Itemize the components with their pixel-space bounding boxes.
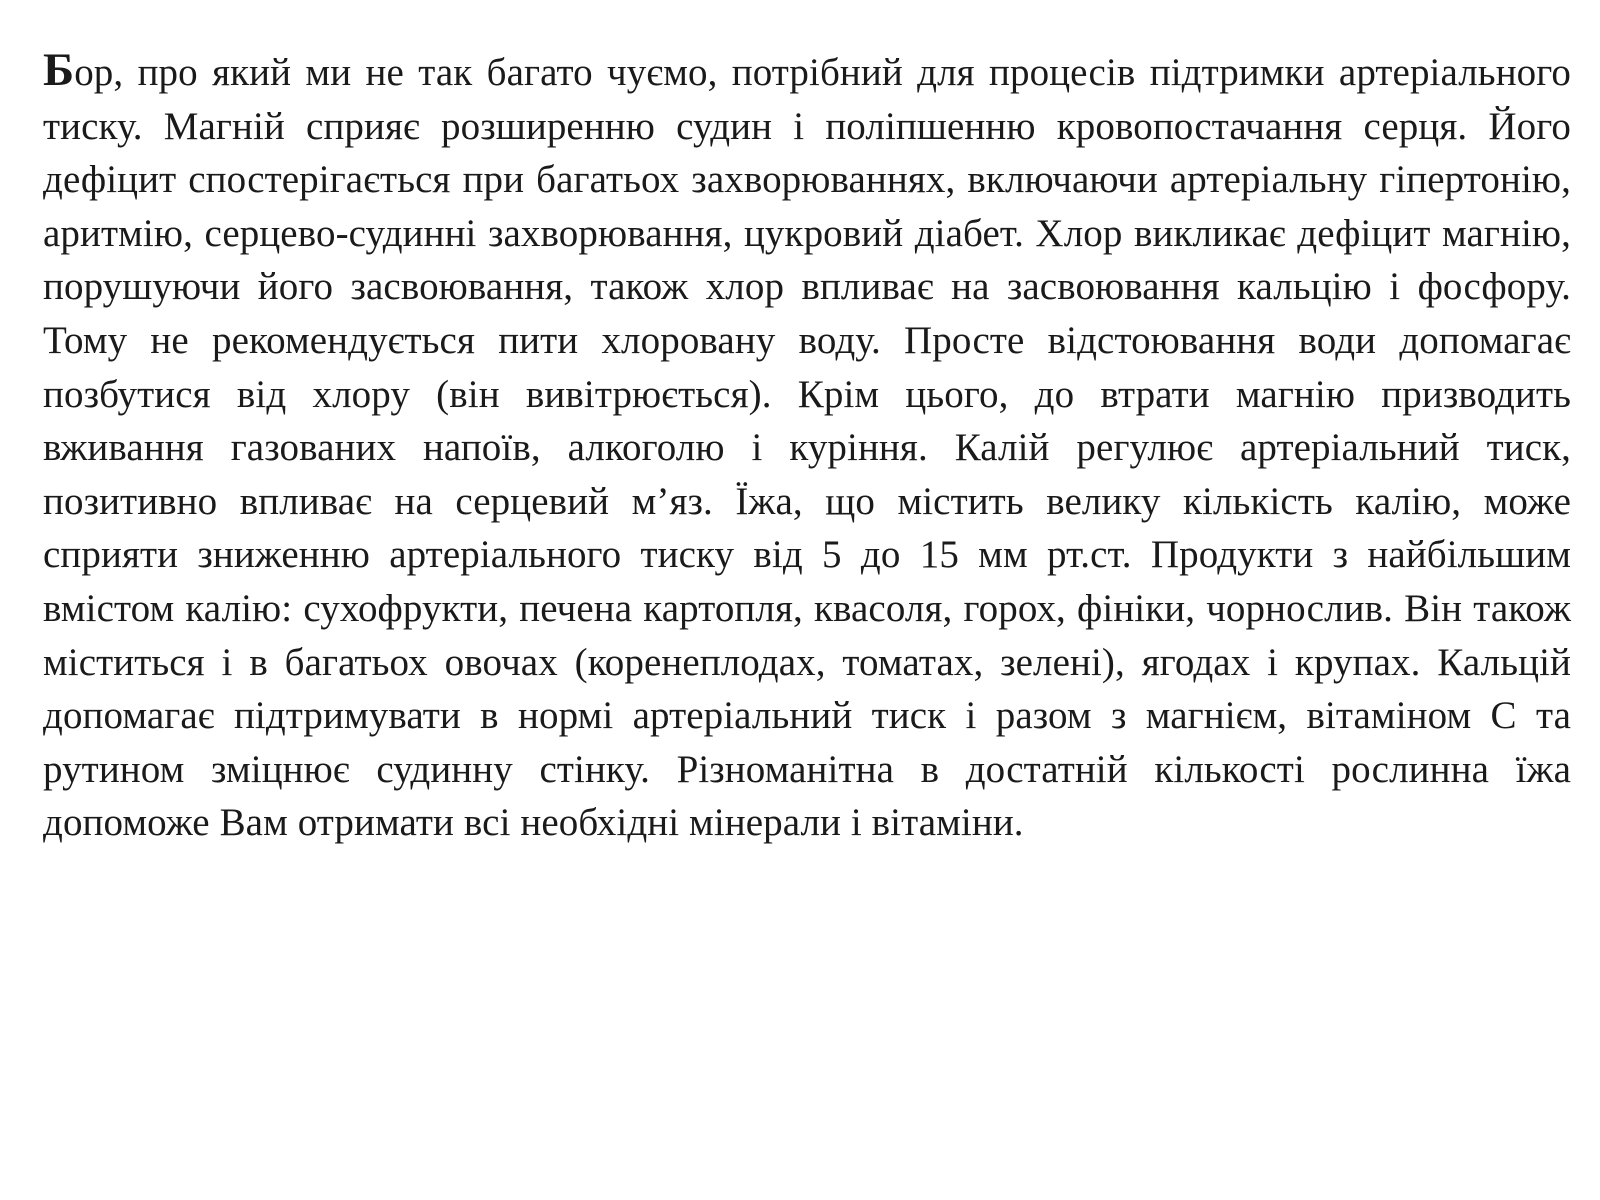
paragraph-text: ор, про який ми не так багато чуємо, потрібний для процесів підтримки артеріального тиску. Магній сприяє розширенню судин і поліпшенню кровопостачання серця. Його дефіцит спостерігається при багатьох захворюваннях, включаючи артеріальну гіпертонію, аритмію, серцево-судинні захворювання, цукровий діабет. Хлор викликає дефіцит магнію, порушуючи його засвоювання, також хлор впливає на засвоювання кальцію і фосфору. Тому не рекомендується пити хлоровану воду. Просте відстоювання води допомагає позбутися від хлору (він вивітрюється). Крім цього, до втрати магнію призводить вживання газованих напоїв, алкоголю і куріння. Калій регулює артеріальний тиск, позитивно впливає на серцевий м’яз. Їжа, що містить велику кількість калію, може сприяти зниженню артеріального тиску від 5 до 15 мм рт.ст. Продукти з найбільшим вмістом калію: сухофрукти, печена картопля, квасоля, горох, фініки, чорнослив. Він також міститься і в багатьох овочах (коренеплодах, томатах, зелені), ягодах і крупах. Кальцій допомагає підтримувати в нормі артеріальний тиск і разом з магнієм, вітаміном С та рутином зміцнює судинну стінку. Різноманітна в достатній кількості рослинна їжа допоможе Вам отримати всі необхідні мінерали і вітаміни. [43,51,1571,845]
body-paragraph [43,44,1571,850]
lead-letter: Б [43,44,75,96]
